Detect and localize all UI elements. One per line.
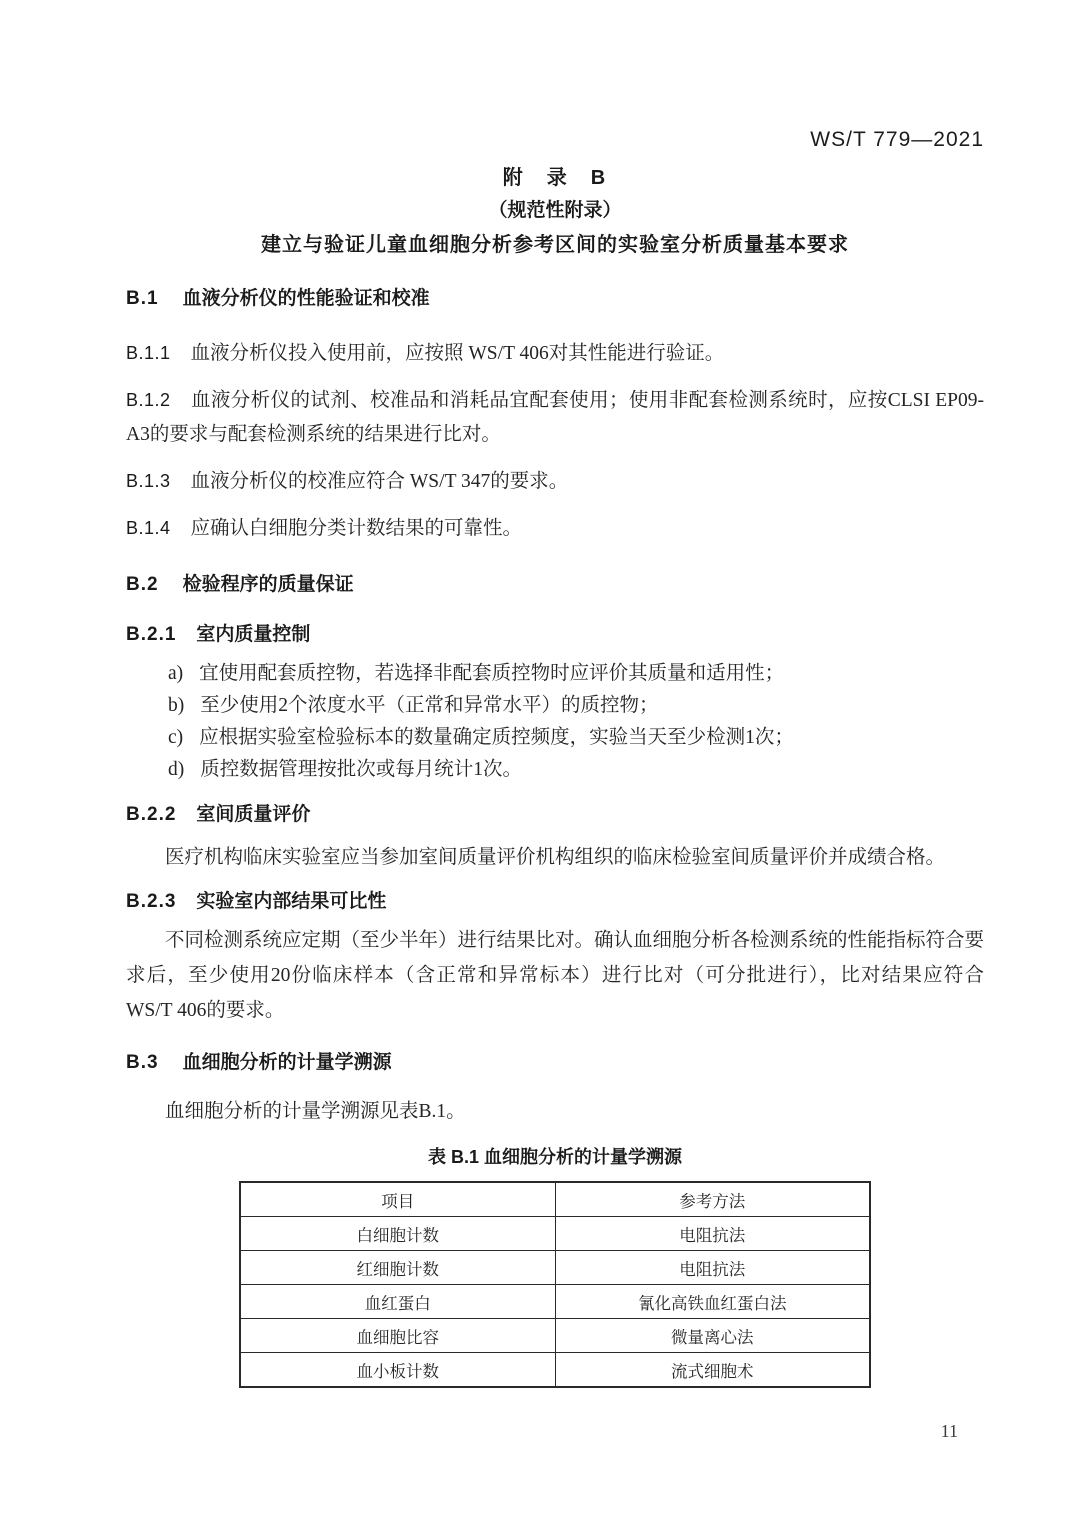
clause-b1-2-number: B.1.2 — [126, 390, 171, 410]
table-header-method: 参考方法 — [555, 1182, 870, 1217]
list-item-d — [168, 754, 984, 786]
table-row — [240, 1251, 870, 1285]
section-b3-number: B.3 — [126, 1052, 159, 1073]
subsection-b23-title: 实验室内部结果可比性 — [196, 891, 387, 912]
table-row — [240, 1285, 870, 1319]
clause-b1-1-number: B.1.1 — [126, 343, 171, 363]
appendix-subtitle: （规范性附录） — [488, 200, 622, 221]
clause-b1-3-number: B.1.3 — [126, 471, 171, 491]
table-cell-method: 流式细胞术 — [555, 1353, 870, 1388]
table-cell-item: 白细胞计数 — [240, 1217, 555, 1251]
clause-b1-4-text: 应确认白细胞分类计数结果的可靠性。 — [190, 518, 523, 539]
clause-b1-2-text: 血液分析仪的试剂、校准品和消耗品宜配套使用；使用非配套检测系统时，应按CLSI EP09-A3的要求与配套检测系统的结果进行比对。 — [126, 390, 984, 445]
table-cell-method: 电阻抗法 — [555, 1217, 870, 1251]
subsection-b23-heading — [126, 889, 984, 915]
standard-code: WS/T 779—2021 — [810, 128, 984, 151]
section-b3-title: 血细胞分析的计量学溯源 — [182, 1052, 392, 1073]
subsection-b22-heading — [126, 802, 984, 828]
table-caption: 表 B.1 血细胞分析的计量学溯源 — [427, 1147, 682, 1167]
subsection-b21-title: 室内质量控制 — [196, 624, 311, 645]
list-item-b-text: 至少使用2个浓度水平（正常和异常水平）的质控物； — [200, 695, 659, 716]
clause-b1-1 — [126, 336, 984, 371]
list-item-a-marker: a) — [168, 663, 184, 684]
section-b2-title: 检验程序的质量保证 — [182, 574, 354, 595]
section-b1-heading — [126, 286, 984, 312]
table-cell-method: 氰化高铁血红蛋白法 — [555, 1285, 870, 1319]
table-cell-method: 电阻抗法 — [555, 1251, 870, 1285]
table-cell-item: 血红蛋白 — [240, 1285, 555, 1319]
section-b1-title: 血液分析仪的性能验证和校准 — [182, 288, 430, 309]
table-cell-item: 红细胞计数 — [240, 1251, 555, 1285]
qc-list — [168, 658, 984, 786]
list-item-d-text: 质控数据管理按批次或每月统计1次。 — [200, 759, 523, 780]
table-cell-method: 微量离心法 — [555, 1319, 870, 1353]
table-row — [240, 1353, 870, 1388]
clause-b1-4 — [126, 511, 984, 546]
clause-b1-3 — [126, 464, 984, 499]
list-item-c-text: 应根据实验室检验标本的数量确定质控频度，实验当天至少检测1次； — [199, 727, 794, 748]
list-item-a — [168, 658, 984, 690]
page-number: 11 — [940, 1421, 958, 1441]
subsection-b21-heading — [126, 622, 984, 648]
paragraph-b3: 血细胞分析的计量学溯源见表B.1。 — [165, 1101, 466, 1122]
table-cell-item: 血细胞比容 — [240, 1319, 555, 1353]
section-b3-heading — [126, 1050, 984, 1076]
appendix-title: 建立与验证儿童血细胞分析参考区间的实验室分析质量基本要求 — [261, 234, 849, 256]
clause-b1-1-text: 血液分析仪投入使用前，应按照 WS/T 406对其性能进行验证。 — [190, 343, 725, 364]
table-row — [240, 1217, 870, 1251]
table-header-row — [240, 1182, 870, 1217]
subsection-b23-number: B.2.3 — [126, 891, 177, 912]
traceability-table — [239, 1181, 871, 1388]
clause-b1-2 — [126, 383, 984, 452]
table-header-item: 项目 — [240, 1182, 555, 1217]
appendix-label: 附 录 B — [502, 167, 608, 189]
section-b1-number: B.1 — [126, 288, 159, 309]
clause-b1-3-text: 血液分析仪的校准应符合 WS/T 347的要求。 — [190, 471, 569, 492]
list-item-b — [168, 690, 984, 722]
list-item-d-marker: d) — [168, 759, 185, 780]
list-item-c-marker: c) — [168, 727, 184, 748]
subsection-b21-number: B.2.1 — [126, 624, 177, 645]
paragraph-b23: 不同检测系统应定期（至少半年）进行结果比对。确认血细胞分析各检测系统的性能指标符合要求后，至少使用20份临床样本（含正常和异常标本）进行比对（可分批进行），比对结果应符合 WS/T 406的要求。 — [126, 930, 985, 1021]
table-row — [240, 1319, 870, 1353]
subsection-b22-title: 室间质量评价 — [196, 804, 311, 825]
subsection-b22-number: B.2.2 — [126, 804, 177, 825]
clause-b1-4-number: B.1.4 — [126, 518, 171, 538]
section-b2-number: B.2 — [126, 574, 159, 595]
section-b2-heading — [126, 572, 984, 598]
list-item-c — [168, 722, 984, 754]
table-cell-item: 血小板计数 — [240, 1353, 555, 1388]
paragraph-b22: 医疗机构临床实验室应当参加室间质量评价机构组织的临床检验室间质量评价并成绩合格。 — [165, 847, 946, 868]
list-item-b-marker: b) — [168, 695, 185, 716]
list-item-a-text: 宜使用配套质控物，若选择非配套质控物时应评价其质量和适用性； — [199, 663, 785, 684]
